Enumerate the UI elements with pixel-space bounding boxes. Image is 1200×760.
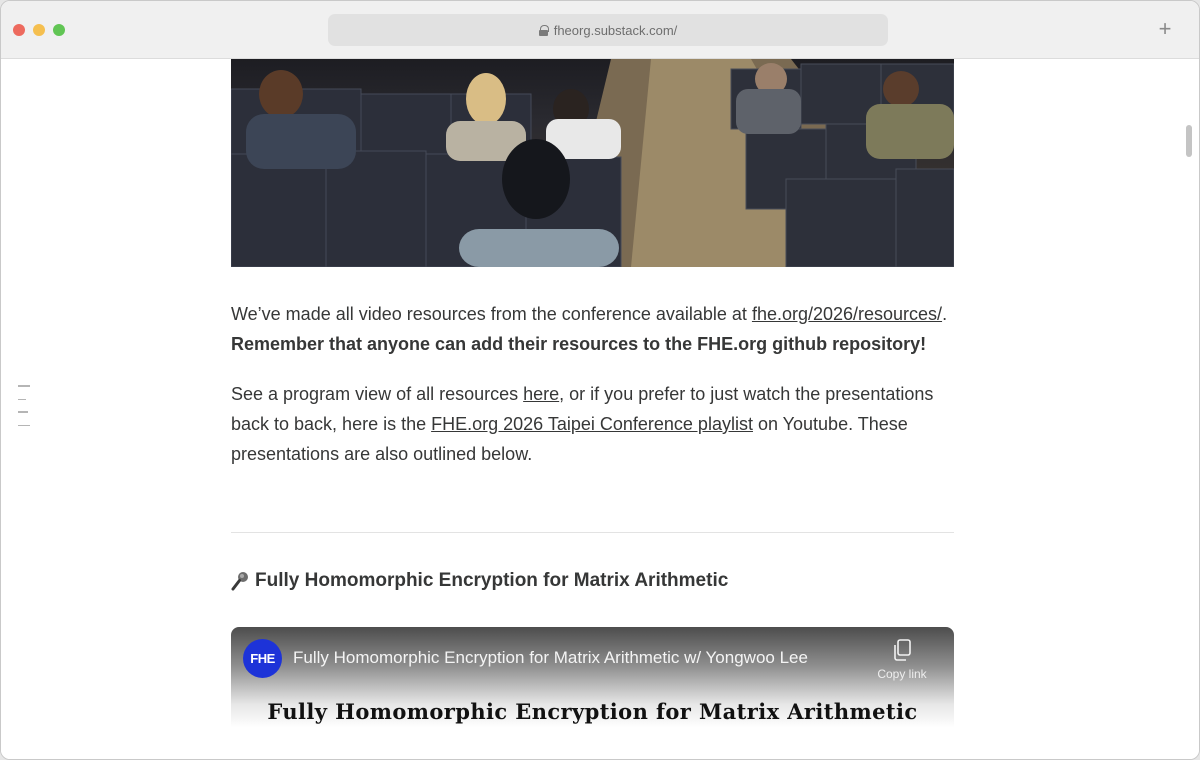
- program-view-link[interactable]: here: [523, 384, 560, 404]
- address-bar[interactable]: [328, 14, 888, 46]
- table-of-contents-icon[interactable]: [18, 385, 30, 429]
- paragraph-text: See a program view of all resources: [231, 384, 524, 404]
- audience-illustration: [231, 59, 954, 267]
- video-title[interactable]: Fully Homomorphic Encryption for Matrix Arithmetic w/ Yongwoo Lee: [293, 648, 808, 667]
- paragraph-text: on Youtube. These presentations are also outlined below.: [231, 414, 908, 464]
- resources-link[interactable]: fhe.org/2026/resources/: [751, 304, 943, 324]
- url-text: fheorg.substack.com/: [553, 22, 678, 38]
- zoom-window-button[interactable]: [53, 24, 65, 36]
- paragraph-text: We’ve made all video resources from the conference available at: [231, 304, 752, 324]
- browser-titlebar: [1, 1, 1199, 59]
- page-content: [1, 59, 1199, 760]
- section-divider: [231, 532, 954, 533]
- resources-paragraph: [231, 299, 954, 359]
- scrollbar[interactable]: [1186, 125, 1192, 157]
- video-slide-title: Fully Homomorphic Encryption for Matrix Arithmetic: [267, 699, 918, 724]
- copy-icon: [892, 639, 912, 661]
- article-body: [231, 299, 954, 489]
- paragraph-text: .: [942, 304, 948, 324]
- section-heading-text: Fully Homomorphic Encryption for Matrix Arithmetic: [255, 570, 729, 591]
- program-paragraph: [231, 379, 954, 469]
- playlist-link[interactable]: FHE.org 2026 Taipei Conference playlist: [431, 414, 753, 434]
- lock-icon: [539, 25, 548, 36]
- minimize-window-button[interactable]: [33, 24, 45, 36]
- copy-link-label: Copy link: [877, 667, 927, 681]
- channel-avatar[interactable]: FHE: [243, 639, 282, 678]
- section-heading: [231, 568, 954, 594]
- microphone-icon: [231, 571, 249, 591]
- close-window-button[interactable]: [13, 24, 25, 36]
- new-tab-button[interactable]: +: [1158, 16, 1172, 41]
- paragraph-text: , or if you prefer to just watch the presentations back to back, here is the: [231, 384, 934, 434]
- conference-photo: [231, 59, 954, 267]
- copy-link-button[interactable]: [872, 639, 932, 683]
- bold-callout: Remember that anyone can add their resources to the FHE.org github repository!: [231, 334, 927, 354]
- youtube-embed[interactable]: [231, 627, 954, 760]
